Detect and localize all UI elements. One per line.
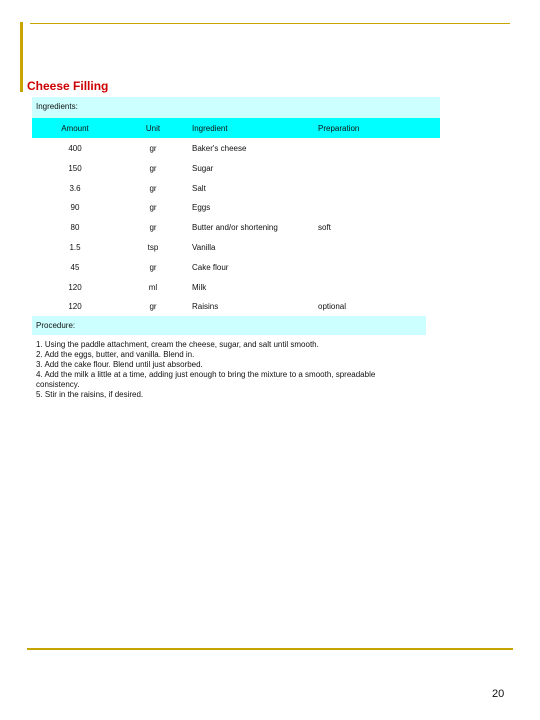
procedure-band xyxy=(32,316,426,335)
ingredients-band xyxy=(32,97,440,119)
cell-unit: ml xyxy=(148,283,158,292)
cell-preparation: soft xyxy=(318,223,331,232)
cell-ingredient: Milk xyxy=(192,283,207,292)
cell-ingredient: Butter and/or shortening xyxy=(192,223,278,232)
cell-unit: gr xyxy=(149,164,157,173)
column-header-ingredient: Ingredient xyxy=(192,124,228,133)
cell-unit: gr xyxy=(149,263,157,272)
procedure-label: Procedure: xyxy=(36,321,76,330)
procedure-step: 2. Add the eggs, butter, and vanilla. Blend in. xyxy=(36,350,195,359)
cell-preparation: optional xyxy=(318,302,347,311)
cell-amount: 150 xyxy=(68,164,82,173)
column-header-amount: Amount xyxy=(61,124,89,133)
cell-unit: tsp xyxy=(147,243,159,252)
cell-amount: 45 xyxy=(70,263,80,272)
procedure-step: 1. Using the paddle attachment, cream the cheese, sugar, and salt until smooth. xyxy=(36,340,319,349)
cell-unit: gr xyxy=(149,302,157,311)
procedure-step: 4. Add the milk a little at a time, adding just enough to bring the mixture to a smooth, spreadable consistency. xyxy=(36,370,376,389)
cell-ingredient: Baker's cheese xyxy=(192,144,247,153)
page-number: 20 xyxy=(492,688,505,700)
cell-amount: 90 xyxy=(70,203,80,212)
column-header-preparation: Preparation xyxy=(318,124,360,133)
procedure-steps xyxy=(36,340,416,400)
cell-unit: gr xyxy=(149,203,157,212)
procedure-step: 5. Stir in the raisins, if desired. xyxy=(36,390,144,399)
accent-vertical-bar xyxy=(20,22,23,92)
cell-amount: 400 xyxy=(68,144,82,153)
bottom-rule xyxy=(27,648,513,650)
cell-ingredient: Cake flour xyxy=(192,263,229,272)
top-rule xyxy=(30,23,510,24)
cell-ingredient: Vanilla xyxy=(192,243,216,252)
ingredients-label: Ingredients: xyxy=(36,102,78,111)
cell-unit: gr xyxy=(149,223,157,232)
cell-ingredient: Salt xyxy=(192,184,206,193)
column-header-unit: Unit xyxy=(145,124,161,133)
cell-ingredient: Eggs xyxy=(192,203,211,212)
cell-amount: 3.6 xyxy=(69,184,81,193)
cell-ingredient: Sugar xyxy=(192,164,214,173)
cell-unit: gr xyxy=(149,184,157,193)
procedure-step: 3. Add the cake flour. Blend until just absorbed. xyxy=(36,360,203,369)
cell-unit: gr xyxy=(149,144,157,153)
page-title: Cheese Filling xyxy=(27,79,109,93)
cell-amount: 80 xyxy=(70,223,80,232)
cell-ingredient: Raisins xyxy=(192,302,219,311)
cell-amount: 120 xyxy=(68,283,82,292)
cell-amount: 1.5 xyxy=(69,243,81,252)
cell-amount: 120 xyxy=(68,302,82,311)
